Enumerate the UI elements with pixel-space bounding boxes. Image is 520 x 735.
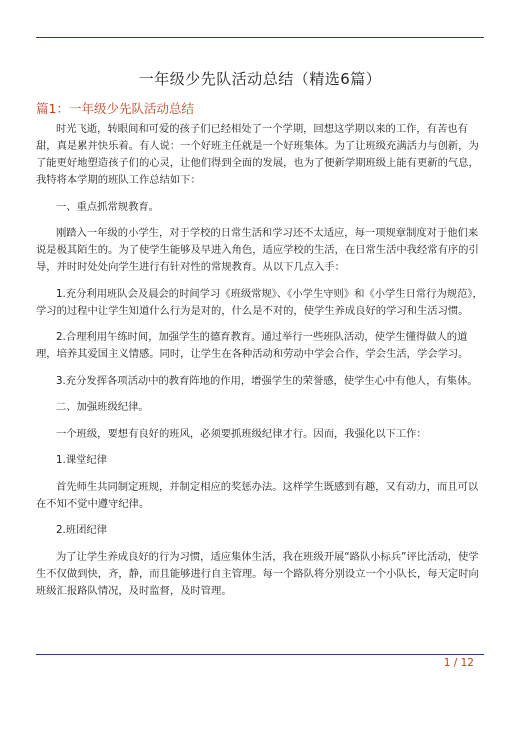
header-rule xyxy=(36,37,484,38)
paragraph: 1.充分利用班队会及晨会的时间学习《班级常规》、《小学生守则》和《小学生日常行为规范》，学习的过程中让学生知道什么行为是对的，什么是不对的，使学生养成良好的学习和生活习惯。 xyxy=(36,287,483,317)
paragraph-subheading: 1.课堂纪律 xyxy=(56,454,108,466)
paragraph: 一个班级，要想有良好的班风，必须要抓班级纪律才行。因而，我强化以下工作： xyxy=(56,427,427,440)
paragraph-subheading: 2.班团纪律 xyxy=(56,524,108,536)
document-title: 一年级少先队活动总结（精选6篇） xyxy=(138,70,382,88)
paragraph: 时光飞逝，转眼间和可爱的孩子们已经相处了一个学期，回想这学期以来的工作，有苦也有甜，真是累并快乐着。有人说：一个好班主任就是一个好班集体。为了让班级充满活力与创新，为了能更好地塑造孩子们的心灵，让他们得到全面的发展，也为了便新学期班级上能有更新的气息，我特将本学期的班队工作总结如下： xyxy=(36,123,479,186)
document-body xyxy=(36,121,484,609)
section-heading: 篇1：一年级少先队活动总结 xyxy=(36,101,194,116)
paragraph: 为了让学生养成良好的行为习惯，适应集体生活，我在班级开展“路队小标兵”评比活动，使学生不仅做到快，齐，静，而且能够进行自主管理。每一个路队将分别设立一个小队长，每天定时向班级汇报路队情况，及时监督，及时管理。 xyxy=(36,550,479,597)
paragraph: 刚踏入一年级的小学生，对于学校的日常生活和学习还不太适应，每一项规章制度对于他们来说是极其陌生的。为了使学生能够及早进入角色，适应学校的生活，在日常生活中我经常有序的引导，并时时处处向学生进行有针对性的常规教育。从以下几点入手： xyxy=(36,227,479,273)
page-number: 1 / 12 xyxy=(443,657,474,669)
paragraph: 首先师生共同制定班规，并制定相应的奖惩办法。这样学生既感到有趣，又有动力，而且可以在不知不觉中遵守纪律。 xyxy=(36,480,479,510)
paragraph-heading: 二、加强班级纪律。 xyxy=(56,401,149,413)
footer-rule xyxy=(36,654,484,655)
paragraph: 3.充分发挥各项活动中的教育阵地的作用，增强学生的荣誉感，使学生心中有他人，有集体。 xyxy=(56,374,478,387)
paragraph-heading: 一、重点抓常规教育。 xyxy=(56,200,159,213)
paragraph: 2.合理利用午练时间，加强学生的德育教育。通过举行一些班队活动，使学生懂得做人的道理，培养其爱国主义情感。同时，让学生在各种活动和劳动中学会合作，学会生活，学会学习。 xyxy=(36,331,469,360)
